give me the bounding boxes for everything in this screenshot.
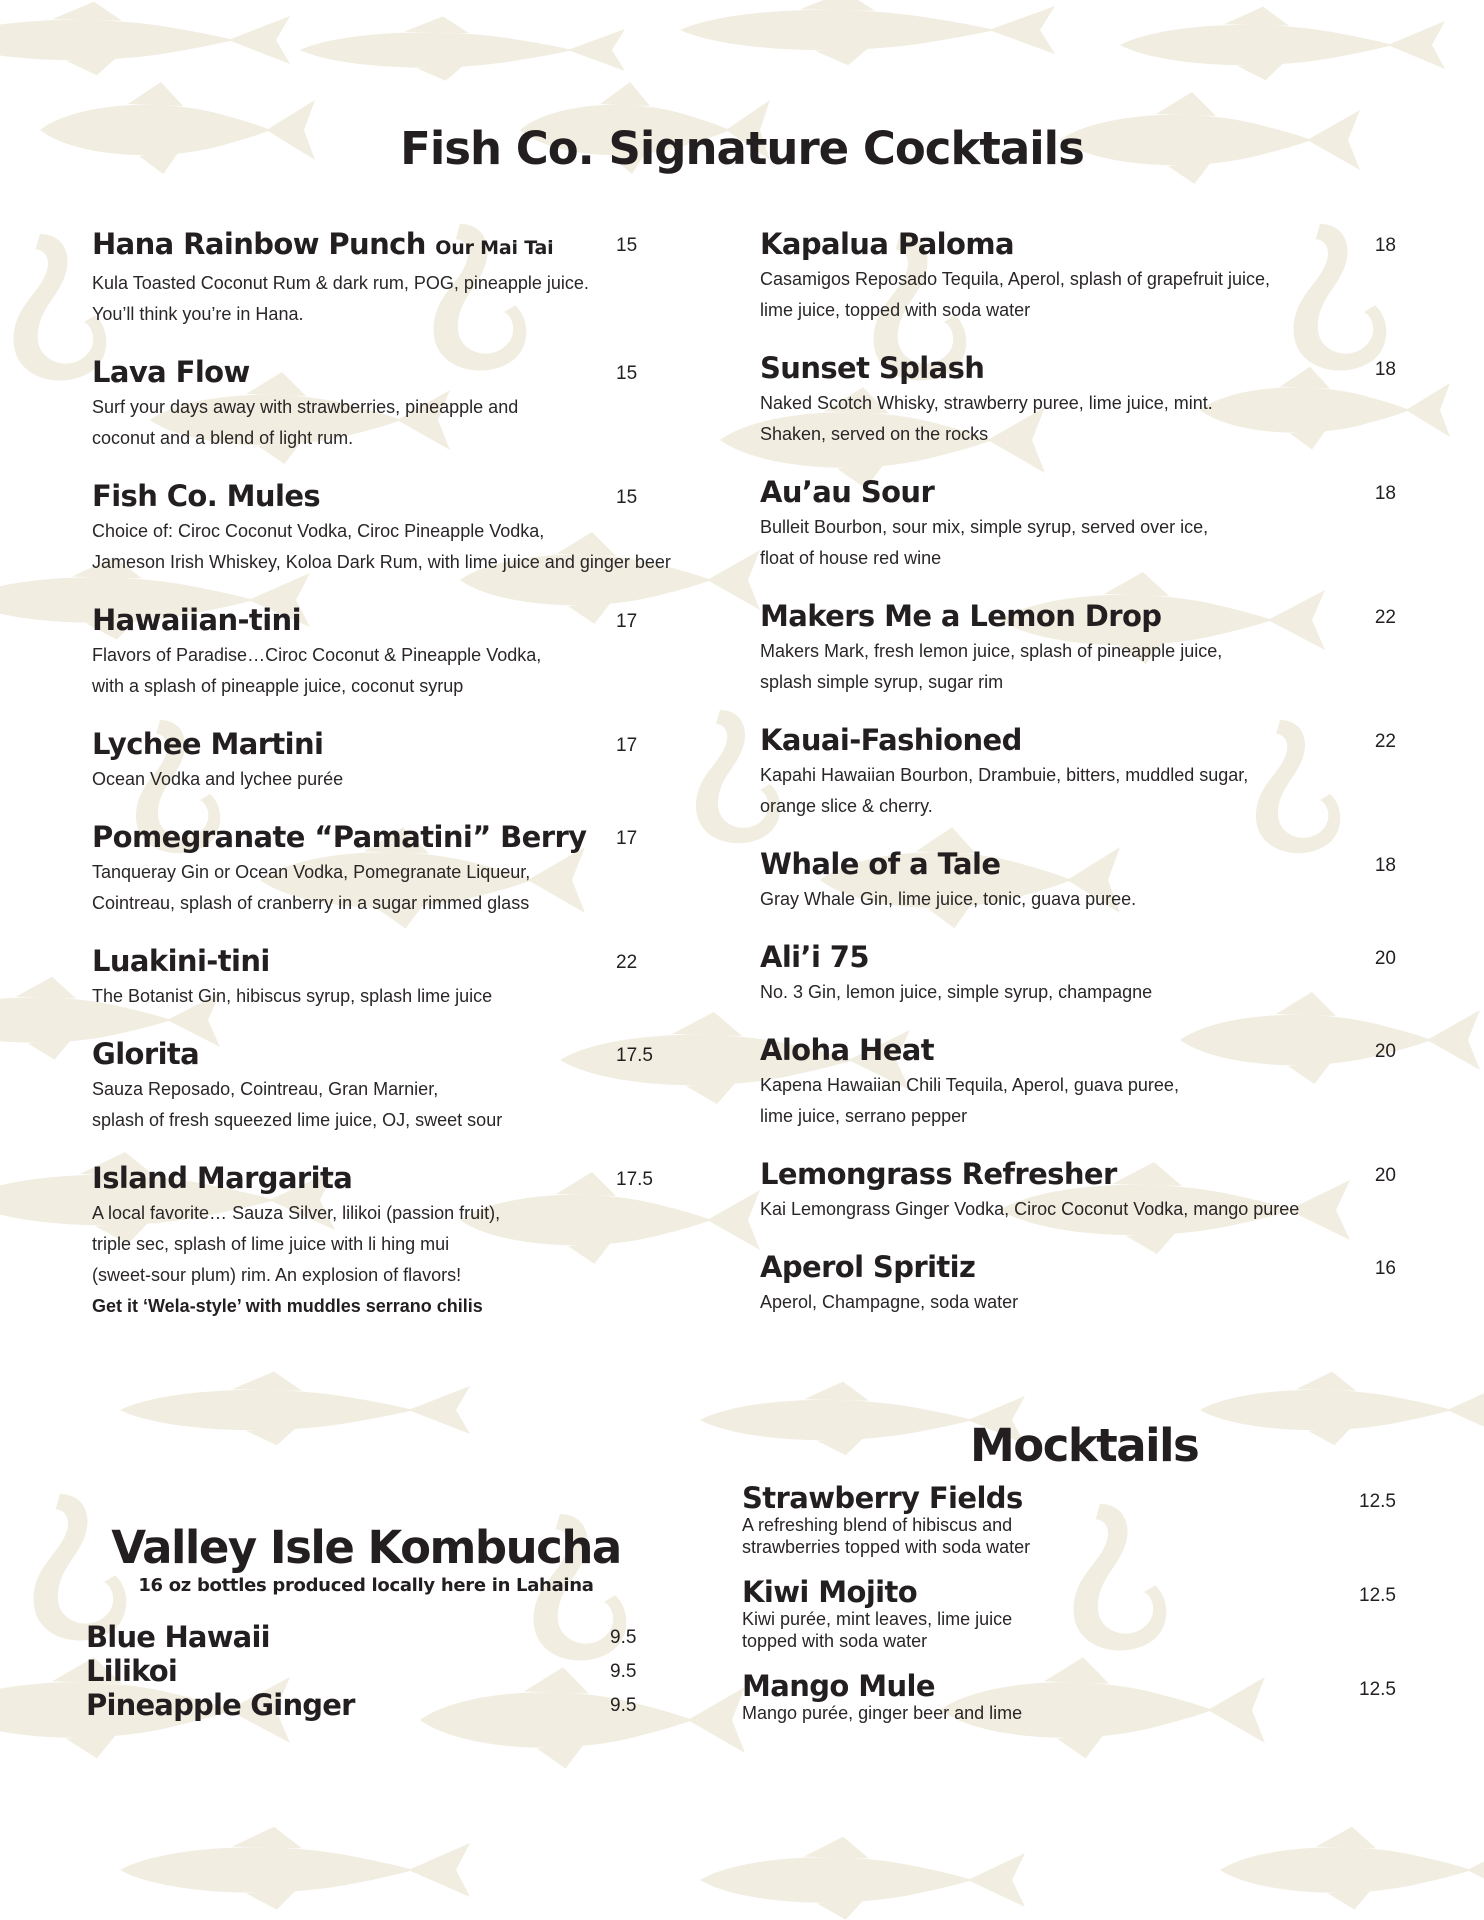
item-name-text: Pomegranate “Pamatini” Berry [92, 820, 587, 854]
item-description: Kapena Hawaiian Chili Tequila, Aperol, guava puree, [760, 1075, 1179, 1095]
item-description: Shaken, served on the rocks [760, 424, 989, 444]
item-name [760, 1154, 1396, 1194]
item-name [92, 600, 692, 640]
kombucha-item-price: 9.5 [610, 1661, 637, 1682]
item-price: 17 [616, 735, 638, 756]
item-description: Jameson Irish Whiskey, Koloa Dark Rum, with lime juice and ginger beer [92, 552, 671, 572]
item-description: with a splash of pineapple juice, coconut syrup [92, 676, 464, 696]
item-price: 15 [616, 363, 638, 384]
mocktail-item [742, 1482, 1396, 1558]
item-name-text: Island Margarita [92, 1161, 353, 1195]
item-description: No. 3 Gin, lemon juice, simple syrup, champagne [760, 982, 1153, 1002]
mocktail-name: Mango Mule [742, 1669, 935, 1703]
item-description: Naked Scotch Whisky, strawberry puree, lime juice, mint. [760, 393, 1213, 413]
item-name [760, 348, 1396, 388]
item-description: You’ll think you’re in Hana. [92, 304, 304, 324]
item-price: 22 [1374, 607, 1396, 628]
item-name [760, 472, 1396, 512]
kombucha-item-price: 9.5 [610, 1627, 637, 1648]
item-name-text: Glorita [92, 1037, 200, 1071]
kombucha-item [86, 1688, 646, 1722]
item-price: 20 [1374, 1041, 1396, 1062]
item-name [760, 844, 1396, 884]
item-name-text: Ali’i 75 [760, 940, 869, 974]
menu-item [760, 472, 1396, 574]
item-description: orange slice & cherry. [760, 796, 933, 816]
mocktail-price: 12.5 [1359, 1585, 1396, 1606]
item-price: 15 [616, 487, 638, 508]
menu-item [92, 352, 692, 454]
menu-item [92, 724, 692, 795]
mocktail-description: Kiwi purée, mint leaves, lime juice [742, 1609, 1013, 1629]
item-description: Gray Whale Gin, lime juice, tonic, guava puree. [760, 889, 1137, 909]
menu-item [760, 720, 1396, 822]
item-description: The Botanist Gin, hibiscus syrup, splash lime juice [92, 986, 493, 1006]
kombucha-subtitle: 16 oz bottles produced locally here in Lahaina [138, 1575, 594, 1596]
item-price: 20 [1374, 948, 1396, 969]
mocktail-name: Strawberry Fields [742, 1481, 1023, 1515]
mocktail-description: A refreshing blend of hibiscus and [742, 1515, 1013, 1535]
item-description: float of house red wine [760, 548, 942, 568]
item-name-text: Kauai-Fashioned [760, 723, 1022, 757]
kombucha-item [86, 1654, 646, 1688]
kombucha-title: Valley Isle Kombucha [111, 1521, 621, 1574]
mocktail-item [742, 1670, 1396, 1724]
item-price: 22 [616, 952, 638, 973]
kombucha-item-name: Blue Hawaii [86, 1620, 270, 1654]
item-description: coconut and a blend of light rum. [92, 428, 354, 448]
item-description: Bulleit Bourbon, sour mix, simple syrup, served over ice, [760, 517, 1209, 537]
item-description: (sweet-sour plum) rim. An explosion of flavors! [92, 1265, 462, 1285]
menu-item [760, 1030, 1396, 1132]
item-description: Tanqueray Gin or Ocean Vodka, Pomegranate Liqueur, [92, 862, 531, 882]
item-name-text: Lava Flow [92, 355, 250, 389]
mocktail-name: Kiwi Mojito [742, 1575, 918, 1609]
item-name-text: Whale of a Tale [760, 847, 1001, 881]
item-description: A local favorite… Sauza Silver, lilikoi (passion fruit), [92, 1203, 501, 1223]
mocktail-item [742, 1576, 1396, 1652]
menu-item [760, 844, 1396, 915]
mocktails-title: Mocktails [970, 1419, 1199, 1472]
item-name [760, 1247, 1396, 1287]
kombucha-item-name: Lilikoi [86, 1654, 178, 1688]
mocktail-description: strawberries topped with soda water [742, 1537, 1031, 1557]
kombucha-item-name: Pineapple Ginger [86, 1688, 355, 1722]
item-name-text: Fish Co. Mules [92, 479, 321, 513]
item-description: Casamigos Reposado Tequila, Aperol, splash of grapefruit juice, [760, 269, 1270, 289]
menu-item [92, 941, 692, 1012]
menu-item [92, 817, 692, 919]
item-description: lime juice, serrano pepper [760, 1106, 968, 1126]
kombucha-item-price: 9.5 [610, 1695, 637, 1716]
menu-item [92, 224, 692, 330]
item-name-text: Kapalua Paloma [760, 227, 1014, 261]
item-name-text: Lemongrass Refresher [760, 1157, 1117, 1191]
item-description: splash of fresh squeezed lime juice, OJ, sweet sour [92, 1110, 503, 1130]
item-price: 17.5 [616, 1169, 653, 1190]
menu-item [760, 224, 1396, 326]
menu-item [92, 600, 692, 702]
item-name [760, 224, 1396, 264]
item-name [92, 476, 692, 516]
cocktails-right-column [760, 224, 1396, 1340]
item-description: Aperol, Champagne, soda water [760, 1292, 1019, 1312]
item-name-text: Makers Me a Lemon Drop [760, 599, 1162, 633]
kombucha-item [86, 1620, 646, 1654]
menu-item [760, 937, 1396, 1008]
mocktail-description: Mango purée, ginger beer and lime [742, 1703, 1023, 1723]
item-price: 17 [616, 611, 638, 632]
item-description: Kai Lemongrass Ginger Vodka, Ciroc Coconut Vodka, mango puree [760, 1199, 1300, 1219]
item-name-text: Hawaiian-tini [92, 603, 301, 637]
item-price: 22 [1374, 731, 1396, 752]
item-name [92, 352, 692, 392]
mocktail-price: 12.5 [1359, 1491, 1396, 1512]
item-description: Ocean Vodka and lychee purée [92, 769, 344, 789]
item-description: Makers Mark, fresh lemon juice, splash of pineapple juice, [760, 641, 1223, 661]
cocktails-left-column [92, 224, 692, 1344]
item-name-text: Hana Rainbow Punch [92, 227, 426, 261]
mocktails-section [742, 1418, 1396, 1742]
item-name-text: Lychee Martini [92, 727, 324, 761]
item-name [760, 937, 1396, 977]
page-title: Fish Co. Signature Cocktails [400, 122, 1084, 175]
item-name [760, 1030, 1396, 1070]
item-note: Get it ‘Wela-style’ with muddles serrano chilis [92, 1296, 483, 1316]
item-subtitle: Our Mai Tai [435, 237, 554, 259]
item-description: lime juice, topped with soda water [760, 300, 1031, 320]
item-description: Cointreau, splash of cranberry in a sugar rimmed glass [92, 893, 530, 913]
item-name [92, 941, 692, 981]
menu-item [760, 596, 1396, 698]
item-name [92, 1034, 692, 1074]
kombucha-section [86, 1522, 646, 1722]
item-price: 18 [1374, 359, 1396, 380]
menu-item [760, 1154, 1396, 1225]
item-price: 18 [1374, 855, 1396, 876]
item-description: triple sec, splash of lime juice with li hing mui [92, 1234, 450, 1254]
item-price: 18 [1374, 235, 1396, 256]
item-description: Sauza Reposado, Cointreau, Gran Marnier, [92, 1079, 439, 1099]
item-name [760, 720, 1396, 760]
item-name [760, 596, 1396, 636]
menu-item [760, 1247, 1396, 1318]
item-name-text: Aloha Heat [760, 1033, 934, 1067]
item-name [92, 224, 692, 268]
menu-item [92, 1034, 692, 1136]
item-name [92, 817, 692, 857]
item-description: Flavors of Paradise…Ciroc Coconut & Pineapple Vodka, [92, 645, 542, 665]
menu-item [92, 476, 692, 578]
item-name [92, 1158, 692, 1198]
menu-item [92, 1158, 692, 1322]
item-price: 15 [616, 235, 638, 256]
mocktail-description: topped with soda water [742, 1631, 928, 1651]
item-price: 17 [616, 828, 638, 849]
item-name-text: Sunset Splash [760, 351, 985, 385]
item-description: Surf your days away with strawberries, pineapple and [92, 397, 519, 417]
item-description: Choice of: Ciroc Coconut Vodka, Ciroc Pineapple Vodka, [92, 521, 545, 541]
menu-item [760, 348, 1396, 450]
item-name-text: Aperol Spritiz [760, 1250, 976, 1284]
item-name-text: Luakini-tini [92, 944, 270, 978]
item-description: splash simple syrup, sugar rim [760, 672, 1004, 692]
item-price: 16 [1374, 1258, 1396, 1279]
mocktail-price: 12.5 [1359, 1679, 1396, 1700]
item-price: 20 [1374, 1165, 1396, 1186]
item-name-text: Au’au Sour [760, 475, 935, 509]
item-price: 17.5 [616, 1045, 653, 1066]
item-description: Kapahi Hawaiian Bourbon, Drambuie, bitters, muddled sugar, [760, 765, 1249, 785]
item-price: 18 [1374, 483, 1396, 504]
item-description: Kula Toasted Coconut Rum & dark rum, POG, pineapple juice. [92, 273, 589, 293]
item-name [92, 724, 692, 764]
